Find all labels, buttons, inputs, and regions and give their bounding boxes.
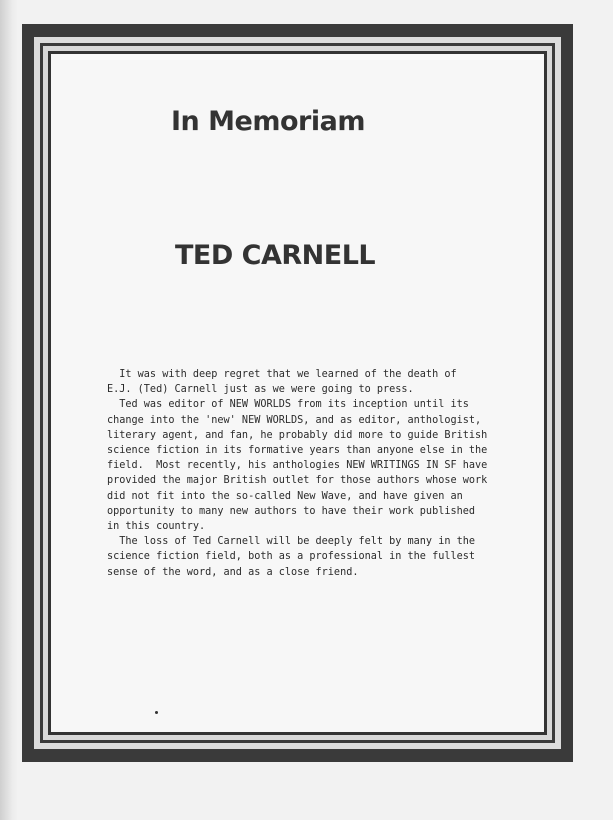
text-line: change into the 'new' NEW WORLDS, and as editor, anthologist, [107, 414, 482, 426]
text-line: literary agent, and fan, he probably did more to guide British [107, 429, 488, 441]
memorial-border-frame [22, 24, 573, 762]
text-line: science fiction field, both as a professional in the fullest [107, 551, 476, 563]
text-line: The loss of Ted Carnell will be deeply felt by many in the [107, 536, 476, 548]
text-line: E.J. (Ted) Carnell just as we were going to press. [107, 384, 414, 396]
text-line: provided the major British outlet for those authors whose work [107, 475, 488, 487]
page-edge-shadow [0, 0, 18, 820]
page-title: In Memoriam [171, 106, 365, 137]
text-line: sense of the word, and as a close friend. [107, 566, 359, 578]
text-line: opportunity to many new authors to have their work published [107, 505, 476, 517]
memorial-text [107, 367, 488, 580]
text-line: did not fit into the so-called New Wave, and have given an [107, 490, 463, 502]
text-line: It was with deep regret that we learned of the death of [107, 369, 457, 380]
memorial-content [51, 54, 544, 732]
text-line: in this country. [107, 521, 206, 533]
text-line: Ted was editor of NEW WORLDS from its inception until its [107, 399, 469, 411]
text-line: science fiction in its formative years than anyone else in the [107, 445, 488, 457]
ink-speck [155, 711, 158, 714]
text-line: field. Most recently, his anthologies NEW WRITINGS IN SF have [107, 460, 488, 472]
memorial-name: TED CARNELL [175, 240, 376, 271]
